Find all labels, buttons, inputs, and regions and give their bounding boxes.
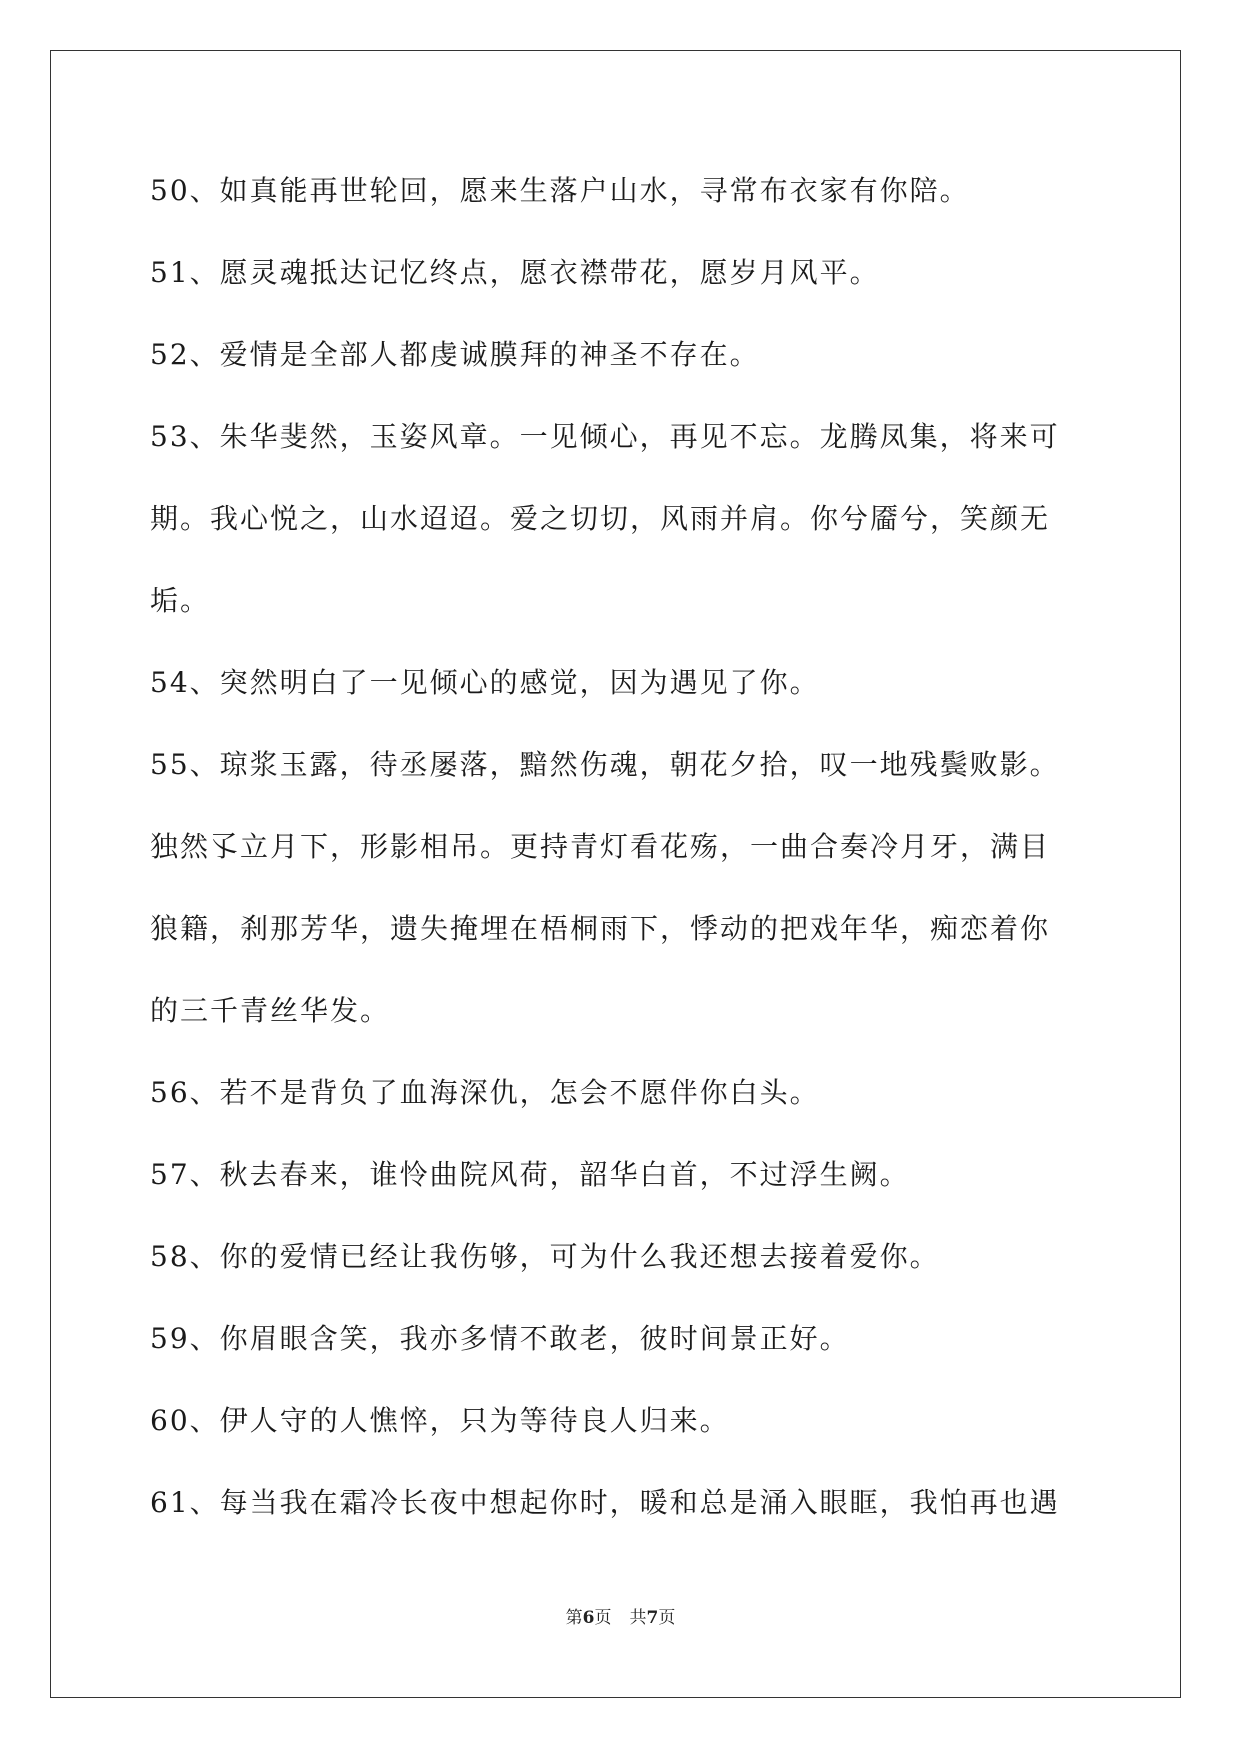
total-prefix: 共 [629,1608,647,1628]
text-line: 狼籍，刹那芳华，遗失掩埋在梧桐雨下，悸动的把戏年华，痴恋着你 [150,912,1051,945]
text-line: 54、突然明白了一见倾心的感觉，因为遇见了你。 [150,666,820,699]
document-body [150,150,1090,1544]
page-total: 7 [646,1608,659,1628]
text-line: 期。我心悦之，山水迢迢。爱之切切，风雨并肩。你兮靥兮，笑颜无 [150,502,1051,535]
text-line: 61、每当我在霜冷长夜中想起你时，暖和总是涌入眼眶，我怕再也遇 [150,1486,1060,1519]
page-footer [0,1603,1241,1628]
text-line: 57、秋去春来，谁怜曲院风荷，韶华白首，不过浮生阙。 [150,1158,910,1191]
text-line: 56、若不是背负了血海深仇，怎会不愿伴你白头。 [150,1076,820,1109]
page-current: 6 [582,1608,595,1628]
total-suffix: 页 [658,1608,676,1628]
text-line: 55、琼浆玉露，待丞屡落，黯然伤魂，朝花夕拾，叹一地残鬓败影。 [150,748,1060,781]
text-line: 的三千青丝华发。 [150,994,391,1027]
text-line: 58、你的爱情已经让我伤够，可为什么我还想去接着爱你。 [150,1240,940,1273]
text-line: 50、如真能再世轮回，愿来生落户山水，寻常布衣家有你陪。 [150,174,970,207]
text-line: 59、你眉眼含笑，我亦多情不敢老，彼时间景正好。 [150,1322,850,1355]
page-prefix: 第 [565,1608,583,1628]
text-line: 垢。 [150,584,211,617]
text-line: 60、伊人守的人憔悴，只为等待良人归来。 [150,1404,730,1437]
text-line: 独然孓立月下，形影相吊。更持青灯看花殇，一曲合奏冷月牙，满目 [150,830,1051,863]
text-line: 53、朱华斐然，玉姿风章。一见倾心，再见不忘。龙腾凤集，将来可 [150,420,1060,453]
page-suffix: 页 [594,1608,612,1628]
text-line: 51、愿灵魂抵达记忆终点，愿衣襟带花，愿岁月风平。 [150,256,880,289]
text-line: 52、爱情是全部人都虔诚膜拜的神圣不存在。 [150,338,760,371]
